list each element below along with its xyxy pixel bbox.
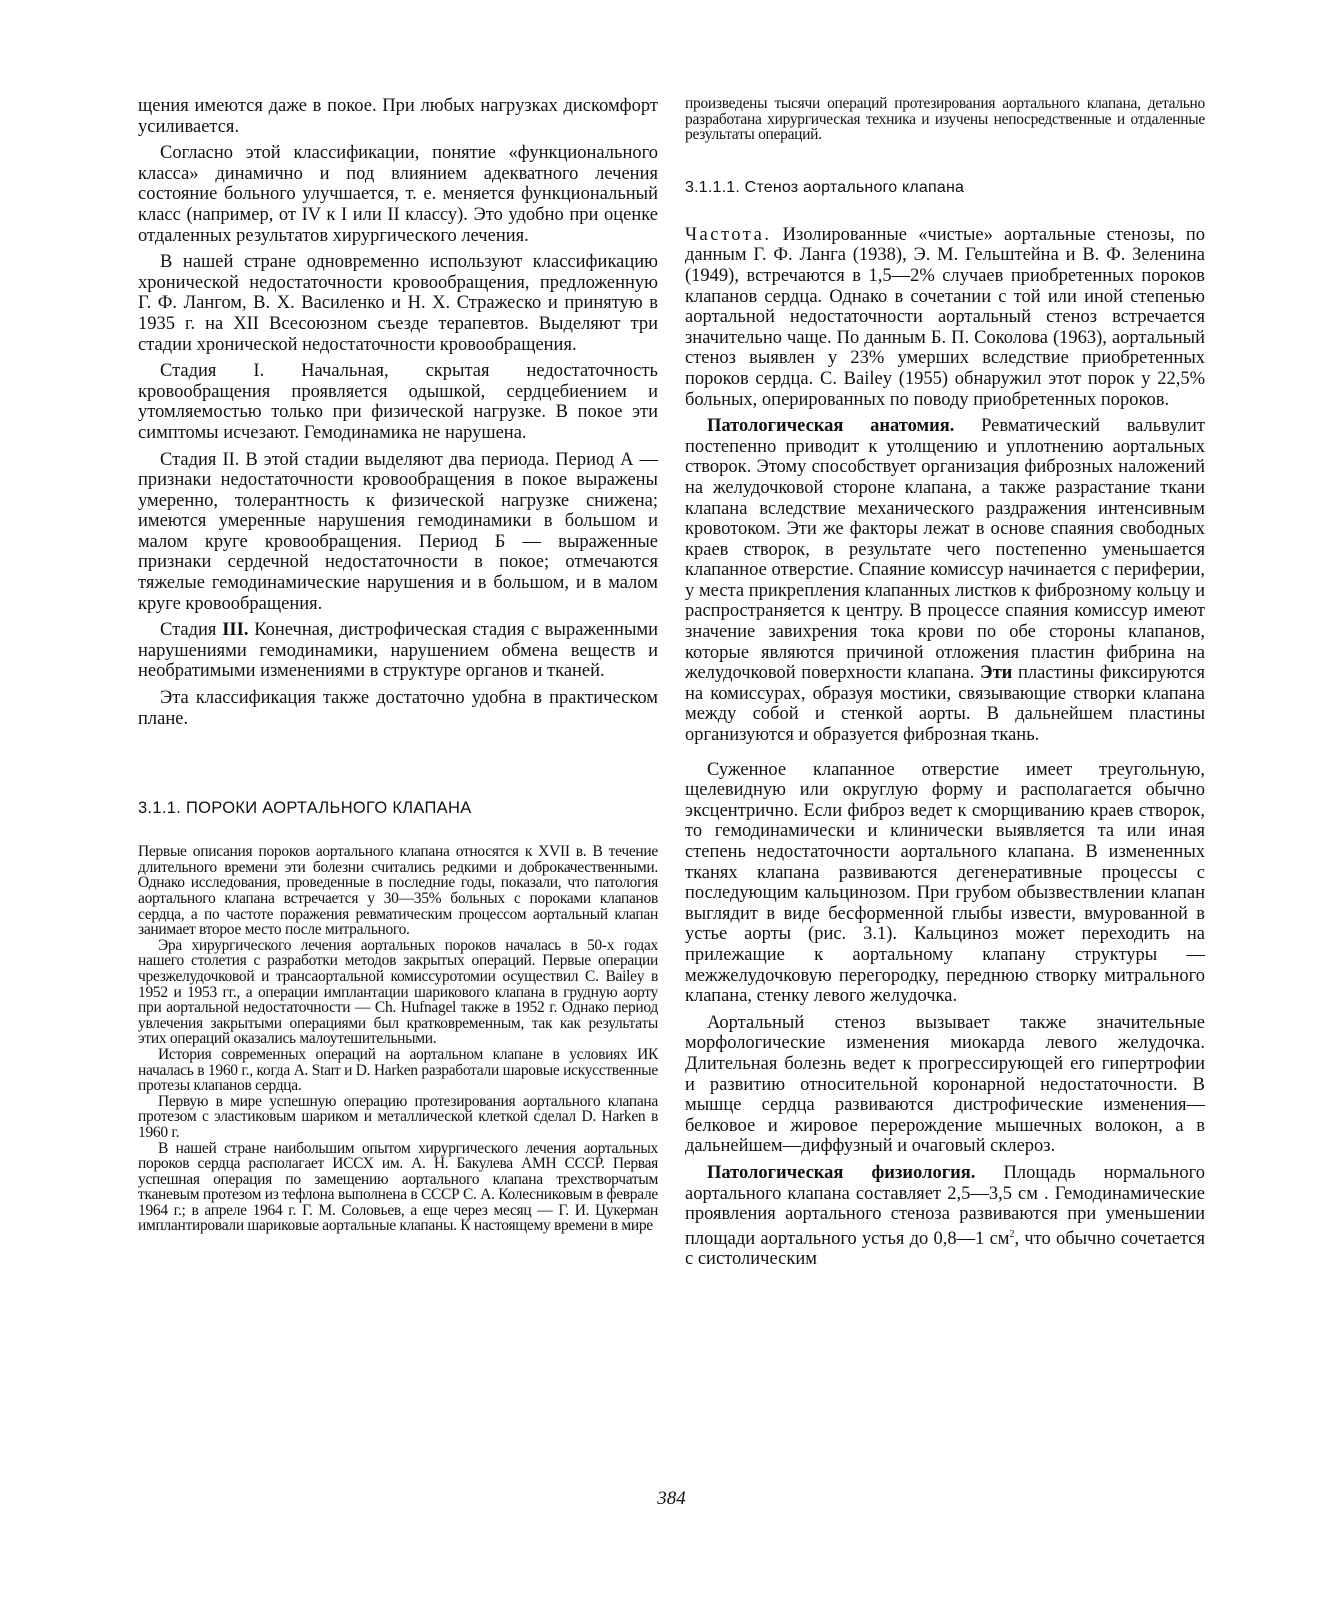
paragraph: Стадия I. Начальная, скрытая недостаточность кровообращения проявляется одышкой, сердцебиением и утомляемостью только при физической нагрузке. В покое эти симптомы исчезают. Гемодинамика не нарушена. bbox=[138, 361, 658, 443]
anatomy-text-continued: пластины фиксируются на комиссурах, образуя мостики, связывающие створки клапана между собой и стенкой аорты. В дальнейшем пластины организуются и образуется фиброзная ткань. bbox=[685, 663, 1205, 746]
small-paragraph: Эра хирургического лечения аортальных пороков началась в 50-х годах нашего столетия с разработки методов закрытых операций. Первые операции чрезжелудочковой и трансаортальной комиссуротомии осуществил C. Bailey в 1952 и 1953 гг., а операции имплантации шарикового клапана в грудную аорту при аортальной недостаточности — Ch. Hufnagel также в 1952 г. Однако период увлечения закрытыми операциями был кратковременным, так как результаты этих операций оказались малоутешительными. bbox=[138, 936, 658, 1048]
paragraph: Аортальный стеноз вызывает также значительные морфологические изменения миокарда левого желудочка. Длительная болезнь ведет к прогрессирующей его гипертрофии и развитию относительной коронарной недостаточности. В мышце сердца развиваются дистрофические изменения—белковое и жировое перерождение мышечных волокон, а в дальнейшем—диффузный и очаговый склероз. bbox=[685, 1012, 1205, 1157]
physiology-label: Патологическая физиология. bbox=[707, 1162, 976, 1183]
section-heading: 3.1.1. ПОРОКИ АОРТАЛЬНОГО КЛАПАНА bbox=[138, 799, 472, 818]
paragraph-anatomy bbox=[685, 416, 1205, 746]
paragraph: Стадия II. В этой стадии выделяют два периода. Период А — признаки недостаточности кровообращения в покое выражены умеренно, толерантность к физической нагрузке снижена; имеются умеренные нарушения гемодинамики в большом и малом круге кровообращения. Период Б — выраженные признаки сердечной недостаточности в покое; отмечаются тяжелые гемодинамические нарушения и в большом, и в малом круге кровообращения. bbox=[138, 449, 658, 614]
physiology-text: Площадь нормального аортального клапана составляет 2,5—3,5 см . Гемодинамические проявления аортального стеноза развиваются при уменьшении площади аортального устья до 0,8—1 см bbox=[685, 1162, 1205, 1249]
physiology-superscript: 2 bbox=[1009, 1228, 1015, 1240]
small-paragraph: В нашей стране наибольшим опытом хирургического лечения аортальных пороков сердца располагает ИССХ им. А. Н. Бакулева АМН СССР. Первая успешная операция по замещению аортального клапана трехстворчатым тканевым протезом из тефлона выполнена в СССР С. А. Колесниковым в феврале 1964 г.; в апреле 1964 г. Г. М. Соловьев, а еще через месяц — Г. И. Цукерман имплантировали шариковые аортальные клапаны. К настоящему времени в мире bbox=[138, 1139, 658, 1235]
stage-3-text: Конечная, дистрофическая стадия с выраженными нарушениями гемодинамики, нарушением обмена веществ и необратимыми изменениями в структуре органов и тканей. bbox=[138, 620, 658, 682]
paragraph: Согласно этой классификации, понятие «функционального класса» динамично и под влиянием адекватного лечения состояние больного улучшается, т. е. меняется функциональный класс (например, от IV к I или II классу). Это удобно при оценке отдаленных результатов хирургического лечения. bbox=[138, 143, 658, 246]
anatomy-label: Патологическая анатомия. bbox=[707, 416, 955, 437]
paragraph-stage-3 bbox=[138, 620, 658, 682]
page-number: 384 bbox=[657, 1488, 686, 1509]
small-paragraph: История современных операций на аортальном клапане в условиях ИК началась в 1960 г., когда A. Starr и D. Harken разработали шаровые искусственные протезы клапанов сердца. bbox=[138, 1045, 658, 1095]
paragraph: В нашей стране одновременно используют классификацию хронической недостаточности кровообращения, предложенную Г. Ф. Лангом, В. Х. Василенко и Н. Х. Стражеско и принятую в 1935 г. на XII Всесоюзном съезде терапевтов. Выделяют три стадии хронической недостаточности кровообращения. bbox=[138, 252, 658, 355]
stage-3-numeral: III. bbox=[222, 620, 249, 641]
paragraph-frequency bbox=[685, 225, 1205, 410]
small-paragraph: Первые описания пороков аортального клапана относятся к XVII в. В течение длительного времени эти болезни считались редкими и доброкачественными. Однако исследования, проведенные в последние годы, показали, что патология аортального клапана встречается у 30—35% больных с пороками клапанов сердца, а по частоте поражения ревматическим процессом аортальный клапан занимает второе место после митрального. bbox=[138, 843, 658, 939]
subsection-heading: 3.1.1.1. Стеноз аортального клапана bbox=[685, 178, 965, 196]
paragraph: Эта классификация также достаточно удобна в практическом плане. bbox=[138, 688, 658, 729]
left-column bbox=[138, 96, 658, 1234]
anatomy-text: Ревматический вальвулит постепенно приводит к утолщению и уплотнению аортальных створок. Этому способствует организация фиброзных наложений на желудочковой стороне клапана, а также разрастание ткани клапана вследствие механического раздражения интенсивным кровотоком. Эти же факторы лежат в основе спаяния свободных краев створок, в результате чего постепенно уменьшается клапанное отверстие. Спаяние комиссур начинается с периферии, у места прикрепления клапанных листков к фиброзному кольцу и распространяется к центру. В процессе спаяния комиссур имеют значение завихрения тока крови по обе стороны клапанов, которые являются причиной отложения пластин фибрина на желудочковой поверхности клапана. bbox=[685, 416, 1205, 684]
right-column bbox=[685, 96, 1205, 1270]
frequency-label: Частота. bbox=[685, 224, 772, 245]
stage-3-lead: Стадия bbox=[160, 620, 223, 641]
frequency-text: Изолированные «чистые» аортальные стенозы, по данным Г. Ф. Ланга (1938), Э. М. Гельштейна и В. Ф. Зеленина (1949), встречаются в 1,5—2% случаев приобретенных пороков клапанов сердца. Однако в сочетании с той или иной степенью аортальной недостаточности аортальный стеноз встречается значительно чаще. По данным Б. П. Соколова (1963), аортальный стеноз выявлен у 23% умерших вследствие приобретенных пороков сердца. C. Bailey (1955) обнаружил этот порок у 22,5% больных, оперированных по поводу приобретенных пороков. bbox=[685, 224, 1205, 410]
small-paragraph-continuation: произведены тысячи операций протезирования аортального клапана, детально разработана хирургическая техника и изучены непосредственные и отдаленные результаты операций. bbox=[685, 95, 1205, 144]
paragraph: Суженное клапанное отверстие имеет треугольную, щелевидную или округлую форму и располагается обычно эксцентрично. Если фиброз ведет к сморщиванию краев створок, то гемодинамически и клинически выявляется та или иная степень недостаточности аортального клапана. В измененных тканях клапана развиваются дегенеративные процессы с последующим кальцинозом. При грубом обызвествлении клапан выглядит в виде бесформенной глыбы извести, вмурованной в устье аорты (рис. 3.1). Кальциноз может переходить на прилежащие к аортальному клапану структуры — межжелудочковую перегородку, переднюю створку митрального клапана, стенку левого желудочка. bbox=[685, 759, 1205, 1007]
small-paragraph: Первую в мире успешную операцию протезирования аортального клапана протезом с эластиковым шариком и металлической клеткой сделал D. Harken в 1960 г. bbox=[138, 1092, 658, 1141]
paragraph: щения имеются даже в покое. При любых нагрузках дискомфорт усиливается. bbox=[138, 96, 658, 137]
physiology-text-continued: , что обычно сочетается с систолическим bbox=[685, 1228, 1205, 1270]
paragraph-physiology bbox=[685, 1163, 1205, 1270]
anatomy-bold-word: Эти bbox=[980, 663, 1013, 684]
